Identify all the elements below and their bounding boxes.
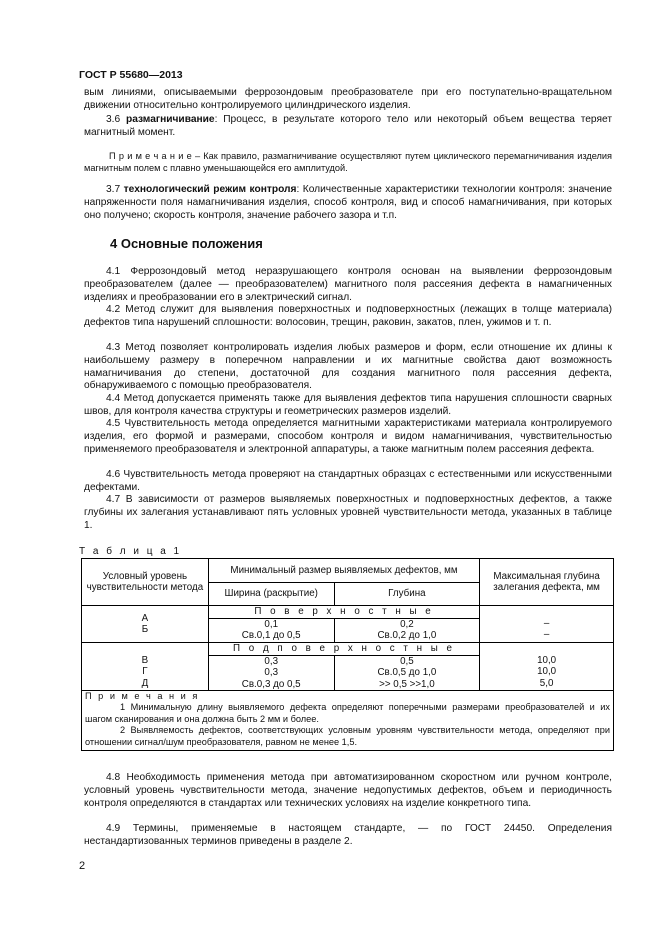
- group-label-surface: П о в е р х н о с т н ы е: [208, 606, 479, 619]
- depth-cell: 0,2: [334, 619, 480, 631]
- subsurface-max: [480, 642, 614, 690]
- clause-number: 3.7: [106, 184, 121, 195]
- paragraph-3-6: [84, 114, 612, 140]
- table-header-row: [82, 559, 614, 583]
- paragraph-intro: вым линиями, описываемыми феррозондовым преобразователе при его поступательно-вращательном движении относительно контролируемого цилиндрического изделия.: [84, 87, 612, 111]
- level-cell: А: [141, 612, 149, 624]
- subsurface-levels: [82, 642, 209, 690]
- surface-levels: [82, 606, 209, 643]
- header-depth: Глубина: [334, 583, 480, 606]
- paragraph-4-9: 4.9 Термины, применяемые в настоящем стандарте, — по ГОСТ 24450. Определения нестандартизованных терминов приведены в разделе 2.: [84, 823, 612, 847]
- table-notes-row: [82, 691, 614, 751]
- page-number: 2: [79, 860, 86, 872]
- note-text: – Как правило, размагничивание осуществляют путем циклического перемагничивания изделия магнитным полем с плавно уменьшающейся его амплитудой.: [84, 151, 612, 173]
- surface-max: [480, 606, 614, 643]
- group-row-subsurface: [82, 642, 614, 655]
- table-note-1: 1 Минимальную длину выявляемого дефекта определяют поперечными размерами преобразователей и их шагом сканирования и она должна быть 2 мм и более.: [85, 702, 610, 724]
- paragraph-4-3: 4.3 Метод позволяет контролировать изделия любых размеров и форм, если отношение их длины к наибольшему размеру в поперечном направлении и их магнитные свойства дают возможность намагничивания до степени, достаточной для создания магнитного поля рассеяния дефекта, обнаруживаемого с помощью преобразователя.: [84, 342, 612, 392]
- paragraph-4-1: 4.1 Феррозондовый метод неразрушающего контроля основан на выявлении феррозондовым преобразователем (далее — преобразователем) магнитного поля рассеяния дефекта в намагниченных изделиях и преобразовании его в электрический сигнал.: [84, 266, 612, 303]
- width-cell: 0,3: [208, 667, 334, 678]
- notes-label: П р и м е ч а н и я: [85, 691, 200, 702]
- definition: : Процесс, в результате которого тело или некоторый объем вещества теряет магнитный момент.: [84, 114, 612, 138]
- definition: : Количественные характеристики технологии контроля: значение напряженности поля намагничивания изделия, способ контроля, вид и способ намагничивания, при которых оно получено; скорость контроля, значение рабочего зазора и т.п.: [84, 184, 612, 221]
- depth-cell: Св.0,2 до 1,0: [334, 630, 480, 642]
- table-notes: [82, 691, 614, 751]
- term: технологический режим контроля: [123, 184, 297, 195]
- width-cell: Св.0,3 до 0,5: [208, 679, 334, 691]
- depth-cell: 0,5: [334, 655, 480, 667]
- depth-cell: Св.0,5 до 1,0: [334, 667, 480, 678]
- paragraph-4-7: 4.7 В зависимости от размеров выявляемых поверхностных и подповерхностных дефектов, а также глубины их залегания устанавливают пять условных уровней чувствительности метода, указанных в таблице 1.: [84, 494, 612, 531]
- standard-number: ГОСТ Р 55680—2013: [79, 69, 183, 81]
- group-row-surface: [82, 606, 614, 619]
- paragraph-4-6: 4.6 Чувствительность метода проверяют на стандартных образцах с естественными или искусственными дефектами.: [84, 469, 612, 493]
- sensitivity-table: [81, 558, 614, 751]
- width-cell: 0,1: [208, 619, 334, 631]
- level-cell: Б: [141, 623, 149, 635]
- level-cell: Г: [142, 666, 148, 678]
- group-label-subsurface: П о д п о в е р х н о с т н ы е: [208, 642, 479, 655]
- max-cell: –: [543, 629, 550, 641]
- table-note-2: 2 Выявляемость дефектов, соответствующих условным уровням чувствительности метода, определяют при отношении сигнал/шум преобразователя, равном не менее 1,5.: [85, 725, 610, 747]
- paragraph-4-8: 4.8 Необходимость применения метода при автоматизированном скоростном или ручном контроле, условный уровень чувствительности метода, значение недопустимых дефектов, объем и периодичность контроля определяются в стандартах или технических условиях на изделие конкретного типа.: [84, 772, 612, 809]
- note-3-6: [84, 151, 612, 174]
- max-cell: 5,0: [539, 677, 554, 689]
- level-cell: В: [141, 654, 149, 666]
- header-max-depth: Максимальная глубина залегания дефекта, мм: [480, 559, 614, 606]
- section-title: 4 Основные положения: [110, 236, 263, 251]
- max-cell: 10,0: [537, 666, 557, 678]
- header-min-size: Минимальный размер выявляемых дефектов, мм: [208, 559, 479, 583]
- clause-number: 3.6: [106, 114, 121, 125]
- max-cell: –: [543, 618, 550, 629]
- note-label: П р и м е ч а н и е: [109, 151, 192, 161]
- width-cell: 0,3: [208, 655, 334, 667]
- max-cell: 10,0: [537, 654, 557, 666]
- header-level: Условный уровень чувствительности метода: [82, 559, 209, 606]
- table-caption: Т а б л и ц а 1: [79, 546, 182, 557]
- depth-cell: >> 0,5 >>1,0: [334, 679, 480, 691]
- term: размагничивание: [125, 114, 215, 125]
- width-cell: Св.0,1 до 0,5: [208, 630, 334, 642]
- paragraph-4-5: 4.5 Чувствительность метода определяется магнитными характеристиками материала контролируемого изделия, его формой и размерами, способом контроля и видом намагничивания, чувствительностью применяемого преобразователя и электронной аппаратуры, а также магнитным полем рассеяния дефекта.: [84, 418, 612, 455]
- paragraph-3-7: [84, 184, 612, 222]
- paragraph-4-2: 4.2 Метод служит для выявления поверхностных и подповерхностных (лежащих в толще материала) дефектов типа нарушений сплошности: волосовин, трещин, раковин, закатов, плен, ужимов и т. п.: [84, 304, 612, 328]
- level-cell: Д: [141, 677, 149, 689]
- paragraph-4-4: 4.4 Метод допускается применять также для выявления дефектов типа нарушения сплошности сварных швов, для контроля качества структуры и геометрических размеров изделий.: [84, 393, 612, 417]
- header-width: Ширина (раскрытие): [208, 583, 334, 606]
